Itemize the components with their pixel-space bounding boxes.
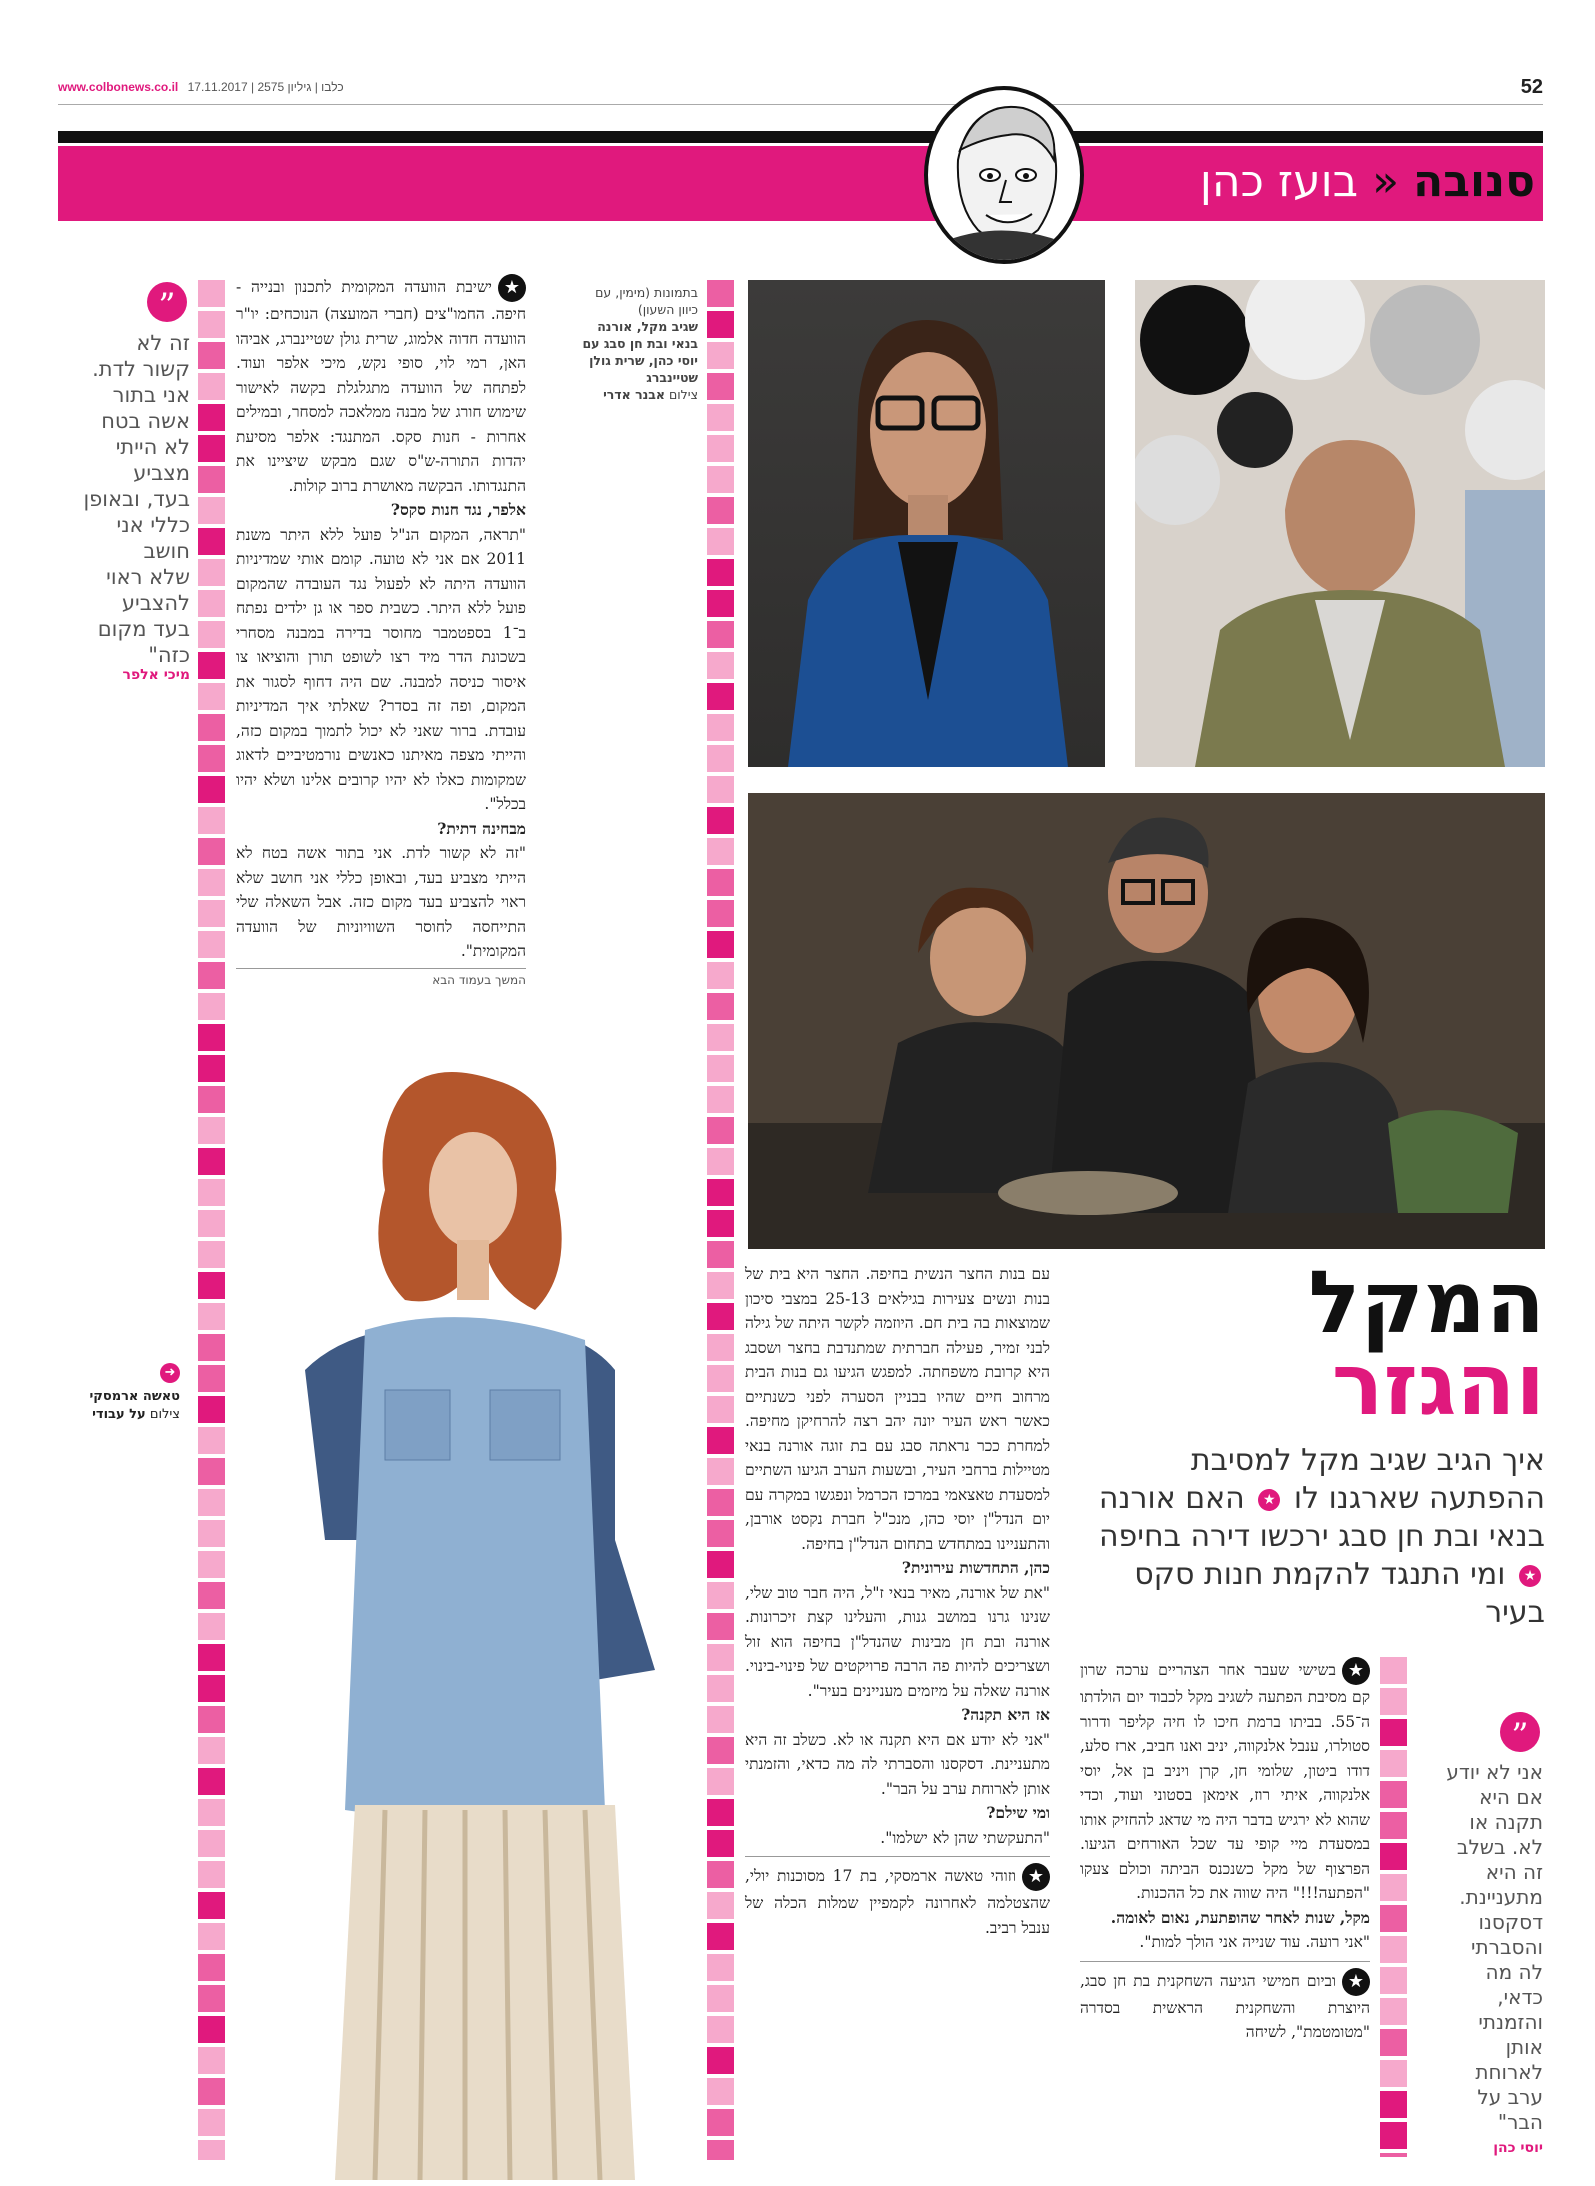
pink-block (707, 1334, 734, 1361)
pink-block (1380, 1781, 1407, 1808)
pink-block (198, 1892, 225, 1919)
pink-block (198, 559, 225, 586)
pink-block (198, 869, 225, 896)
pink-block (198, 962, 225, 989)
model-caption (40, 1388, 180, 1424)
pink-block (707, 1551, 734, 1578)
continued-note: המשך בעמוד הבא (432, 972, 526, 987)
article-middle-q2: אז היא תקנה? (961, 1705, 1050, 1724)
pink-strip-middle (707, 280, 734, 2160)
pink-block (198, 1985, 225, 2012)
top-rule (58, 104, 1543, 105)
pink-block (707, 466, 734, 493)
star-separator-icon: ★ (1258, 1489, 1280, 1511)
pink-block (198, 1520, 225, 1547)
model-credit-label: צילום (149, 1407, 180, 1422)
pink-block (198, 466, 225, 493)
pink-block (707, 1427, 734, 1454)
pink-block (707, 1737, 734, 1764)
pink-block (198, 776, 225, 803)
pink-block (707, 1458, 734, 1485)
article-right-column (1080, 1657, 1370, 2045)
pink-block (707, 931, 734, 958)
photo-orna-banai (748, 280, 1105, 767)
pink-block (707, 1489, 734, 1516)
pink-block (707, 2047, 734, 2074)
pink-block (707, 2016, 734, 2043)
model-name: טאשה ארמסקי (89, 1389, 180, 1404)
column-title (1200, 152, 1535, 212)
article-right-q1: מקל, שנות לאחר שהופתעת, נאום לאומה. (1110, 1907, 1370, 1927)
pink-block (198, 1613, 225, 1640)
pink-block (198, 683, 225, 710)
site-url[interactable]: www.colbonews.co.il (58, 80, 179, 94)
photo-dinner-group (748, 793, 1545, 1249)
pink-block (707, 2140, 734, 2160)
pink-block (707, 1055, 734, 1082)
pink-block (707, 776, 734, 803)
pink-block (198, 1179, 225, 1206)
pink-block (198, 1830, 225, 1857)
pink-block (198, 1489, 225, 1516)
pink-block (707, 1303, 734, 1330)
article-left-q1: אלפר, נגד חנות סקס? (390, 500, 526, 519)
pink-block (707, 373, 734, 400)
pink-block (707, 1024, 734, 1051)
divider (745, 1856, 1050, 1857)
pink-block (707, 342, 734, 369)
quote-mark-icon: ” (1500, 1712, 1540, 1752)
pink-block (1380, 1874, 1407, 1901)
pink-block (1380, 2153, 1407, 2157)
pink-block (1380, 2060, 1407, 2087)
pink-block (707, 962, 734, 989)
photo-tasha-armsky (235, 1070, 713, 2180)
pink-block (707, 1768, 734, 1795)
caricature-drawing (928, 90, 1080, 260)
pink-block (707, 1582, 734, 1609)
pink-block (198, 1272, 225, 1299)
pink-block (198, 1954, 225, 1981)
pink-block (198, 373, 225, 400)
pink-block (198, 1055, 225, 1082)
article-left-q2: מבחינה דתית? (437, 818, 526, 838)
pink-block (198, 1086, 225, 1113)
pink-block (198, 2109, 225, 2136)
pink-block (707, 1613, 734, 1640)
pink-block (198, 1644, 225, 1671)
caption-credit-name: אבנר אדרי (603, 387, 665, 402)
pink-block (198, 1365, 225, 1392)
pink-block (707, 745, 734, 772)
pink-block (198, 1551, 225, 1578)
column-name: סנובה (1412, 156, 1535, 207)
article-middle-q1: כהן, התחדשות עירונית? (901, 1558, 1050, 1577)
pink-block (198, 342, 225, 369)
divider (1080, 1961, 1370, 1962)
star-bullet-icon: ★ (498, 274, 526, 302)
pink-block (1380, 1812, 1407, 1839)
pink-block (1380, 2091, 1407, 2118)
pink-block (707, 900, 734, 927)
pink-block (707, 590, 734, 617)
pink-block (707, 1923, 734, 1950)
pull-quote-1: זה לא קשור לדת. אני בתור אשה בטח לא הייתי מצביע בעד, ובאופן כללי אני חושב שלא ראוי להצביע בעד מקום כזה" (83, 331, 190, 667)
caption-names: שגיב מקל, אורנה בנאי ובת חן סבג עם יוסי כהן, שרית גולן שטיינברג (582, 319, 698, 385)
article-left-intro: ישיבת הוועדה המקומית לתכנון ובנייה - חיפה. החמו"צים (חברי המועצה) הנוכחים: יו"ר הוועדה חדוה אלמוג, שרית גולן שטיינברג, אביהו האן, רמי לוי, סופי נקש, מיכי אלפר ועוד. לפתחה של הוועדה מתגלגלת בקשה לאישור שימוש חורג של מבנה ממלאכה למסחר, ובמילים אחרות - חנות סקס. המתנגד: אלפר מסיעת יהדות התורה-ש"ס שגם מבקש שיציינו את התנגדותו. הבקשה מאושרת ברוב קולות. (236, 278, 526, 495)
pink-block (198, 1024, 225, 1051)
pink-block (198, 1458, 225, 1485)
pink-block (198, 993, 225, 1020)
pink-block (198, 435, 225, 462)
pink-block (198, 1706, 225, 1733)
pink-block (707, 683, 734, 710)
pink-block (1380, 1905, 1407, 1932)
pink-block (707, 1520, 734, 1547)
pink-block (1380, 1998, 1407, 2025)
pink-block (198, 1923, 225, 1950)
pink-block (198, 1861, 225, 1888)
pink-block (707, 1117, 734, 1144)
pink-block (707, 1396, 734, 1423)
pink-block (198, 1334, 225, 1361)
pink-block (707, 1830, 734, 1857)
pink-block (707, 1892, 734, 1919)
pink-block (707, 1210, 734, 1237)
pink-block (198, 1148, 225, 1175)
pink-block (707, 1179, 734, 1206)
pink-block (1380, 2122, 1407, 2149)
pink-strip-left (198, 280, 225, 2160)
top-meta (58, 80, 344, 94)
pink-block (198, 528, 225, 555)
pink-block (707, 2109, 734, 2136)
pink-block (707, 280, 734, 307)
article-right-p1: בשישי שעבר אחר הצהריים ערכה שרון קם מסיבת הפתעה לשגיב מקל לכבוד יום הולדתו ה־55. בביתו ברמת חיכו לו חיה קליפר ודרור סטולרו, ענבל אלנקווה, יניב ואנו חביב, ארז סלע, דודו ביטון, שלומי חן, קרן ויניב בן אל, יוסי אלנקווה, איתי רוז, אימאן בסטוני ועוד, וכדי שהוא לא ירגיש בדבר היה מי שדאג להחזיק אותו במסעדת מיי קופי עד שכל האורחים הגיעו. הפרצוף של מקל כשנכנס הביתה וכולם צעקו "הפתעה!!!" היה שווה את כל ההכנות. (1080, 1661, 1370, 1902)
article-middle-q3: ומי שילם? (986, 1803, 1050, 1822)
article-middle-p2: וזוהי טאשה ארמסקי, בת 17 מסוכנות יולי, שהצטלמה לאחרונה לקמפיין שמלות הכלה של ענבל רביב. (745, 1867, 1050, 1937)
pink-block (198, 1303, 225, 1330)
pink-block (707, 652, 734, 679)
pink-block (198, 2140, 225, 2160)
article-left-a2: "זה לא קשור לדת. אני בתור אשה בטח לא הייתי מצביע בעד, ובאופן כללי אני חושב שלא ראוי להצביע בעד מקום כזה. אבל השאלה שלי התייחסה לחוסר השוויוניות של הוועדה המקומית". (236, 844, 526, 960)
article-right-a1: "אני רועה. עוד שנייה אני הולך למות". (1139, 1933, 1370, 1951)
article-left-column (236, 274, 526, 987)
pink-block (198, 2078, 225, 2105)
pink-block (198, 590, 225, 617)
star-separator-icon: ★ (1519, 1565, 1541, 1587)
pull-quote-1-author: מיכי אלפר (122, 667, 190, 683)
headline-line-2: והגזר (1331, 1335, 1545, 1435)
pink-block (198, 1241, 225, 1268)
pink-block (707, 621, 734, 648)
pink-block (707, 1954, 734, 1981)
pink-block (707, 1985, 734, 2012)
pink-strip-right (1380, 1657, 1407, 2157)
pink-block (1380, 1750, 1407, 1777)
pink-block (198, 280, 225, 307)
photo-sagiv-mekel (1135, 280, 1545, 767)
pink-block (707, 807, 734, 834)
pink-block (198, 1768, 225, 1795)
header-black-band (58, 131, 1543, 143)
subhead (1075, 1442, 1545, 1632)
pink-block (707, 1706, 734, 1733)
pink-block (1380, 1936, 1407, 1963)
divider (236, 968, 526, 969)
photo-caption (578, 284, 698, 403)
pink-block (707, 435, 734, 462)
pink-block (198, 931, 225, 958)
pink-block (1380, 1657, 1407, 1684)
pink-block (707, 1241, 734, 1268)
article-middle-column (745, 1262, 1050, 1940)
pink-block (707, 1644, 734, 1671)
pink-block (198, 497, 225, 524)
pink-block (707, 1861, 734, 1888)
article-middle-a2: "אני לא יודע אם היא תקנה או לא. כשלב זה היא מתעניינת. דסקסנו והסברתי לה מה כדאי, והזמנתי אותן לארוחת ערב על הבר". (745, 1730, 1050, 1798)
pink-block (707, 497, 734, 524)
pink-block (707, 1799, 734, 1826)
pink-block (198, 1427, 225, 1454)
subhead-part-2: האם אורנה בנאי ובת חן סבג ירכשו דירה בחיפה (1098, 1481, 1545, 1554)
pink-block (198, 1737, 225, 1764)
pink-block (707, 311, 734, 338)
pink-block (198, 404, 225, 431)
pink-block (198, 1582, 225, 1609)
pink-block (1380, 1688, 1407, 1715)
arrow-icon: ➜ (160, 1363, 180, 1383)
pink-block (198, 1210, 225, 1237)
caption-label: בתמונות (מימין, עם כיוון השעון) (595, 285, 698, 317)
pink-block (707, 838, 734, 865)
pink-block (707, 1272, 734, 1299)
pink-block (198, 838, 225, 865)
pull-quote-2-author: יוסי כהן (1493, 2140, 1543, 2156)
headline (1080, 1253, 1545, 1435)
page-number: 52 (1520, 76, 1543, 98)
pink-block (198, 2047, 225, 2074)
pink-block (198, 1799, 225, 1826)
quote-mark-icon: ” (147, 282, 187, 322)
pink-block (198, 1117, 225, 1144)
caption-credit-label: צילום (668, 387, 698, 402)
issue-info: כלבו | גיליון 2575 | 17.11.2017 (187, 80, 344, 94)
pink-block (198, 745, 225, 772)
pink-block (707, 1675, 734, 1702)
pink-block (198, 621, 225, 648)
pink-block (707, 1365, 734, 1392)
author-caricature (924, 86, 1084, 264)
star-bullet-icon: ★ (1342, 1968, 1370, 1996)
star-bullet-icon: ★ (1022, 1863, 1050, 1891)
pink-block (707, 528, 734, 555)
model-credit-name: על עבודי (92, 1407, 146, 1422)
pink-block (1380, 1967, 1407, 1994)
pink-block (198, 2016, 225, 2043)
pink-block (198, 1675, 225, 1702)
pink-block (707, 404, 734, 431)
pink-block (198, 311, 225, 338)
pink-block (198, 1396, 225, 1423)
pink-block (707, 1148, 734, 1175)
pink-block (707, 559, 734, 586)
pink-block (198, 807, 225, 834)
star-bullet-icon: ★ (1342, 1657, 1370, 1685)
author-name: בועז כהן (1199, 156, 1359, 207)
pink-block (198, 652, 225, 679)
pink-block (707, 869, 734, 896)
pink-block (1380, 2029, 1407, 2056)
pink-block (198, 900, 225, 927)
article-right-p2: וביום חמישי הגיעה השחקנית בת חן סבג, היוצרת והשחקנית הראשית בסדרה "מטומטמת", לשיחה (1080, 1971, 1370, 2041)
article-middle-a1: "את של אורנה, מאיר בנאי ז"ל, היה חבר טוב שלי, שנינו גרנו במושב גנות, והעלינו קצת זיכרונות. אורנה ובת חן מבינות שהנדל"ן בחיפה הוא זול ושצריכים להיות פה הרבה פרויקטים של פינוי-בינוי. אורנה שאלה על מיזמים מעניינים בעיר". (745, 1583, 1050, 1700)
article-middle-p1: עם בנות החצר הנשית בחיפה. החצר היא בית של בנות ונשים צעירות בגילאים 25-13 במצבי סיכון שמוצאות בה בית חם. היוזמה לקשר היתה של גילה לבני זמיר, פעילה חברתית שמתנדבת בחצר ושסבג היא קרובת משפחתה. למפגש הגיעו גם בנות הבית מרחוב חיים שהיו בבניין הסערה לפני כשנתיים כאשר ראש העיר יונה יהב רצה להרחיקן מחיפה. למחרת ככר נראתה סבג עם בת זוגה אורנה בנאי מטיילות ברחבי העיר, ובשעות הערב הגיעו השתיים למסעדת טאצאמי במרכז הכרמל ונפגשו במקרה עם יום הנדל"ן יוסי כהן, מנכ"ל חברת נקסט אורבן, והתעניינו במתחדש בתחום הנדל"ן בחיפה. (745, 1265, 1050, 1553)
headline-line-1: המקל (1308, 1253, 1545, 1353)
article-middle-a3: "התעקשתי שהן לא ישלמו". (880, 1828, 1050, 1847)
subhead-part-3: ומי התנגד להקמת חנות סקס בעיר (1134, 1557, 1545, 1630)
pink-block (707, 714, 734, 741)
article-left-a1: "תראה, המקום הנ"ל פועל ללא היתר משנת 2011 אם אני לא טועה. קומם אותי שמדיניות הוועדה היתה לא לפעול נגד העובדה שהמקום פועל ללא היתר. כשבית ספר או גן ילדים נפתח ב־1 בספטמבר מחוסר בדירה במבנה מסחרי בשכונת הדר מיד רצו לשופט תורן והוציאו צו איסור כניסה למבנה. שם היה דחוף לסגור את המקום, ופה זה בסדר? שאלתי איך המדיניות עובדת. ברור שאני לא יכול לתמוך במקום כזה, והייתי מצפה מאיתנו כאנשים נורמטיביים לדאוג שמקומות כאלו לא יהיו קרובים אלינו ושלא יהיו בכלל". (236, 525, 526, 813)
subhead-part-1: איך הגיב שגיב מקל למסיבת ההפתעה שארגנו לו (1190, 1443, 1545, 1516)
pink-block (707, 1086, 734, 1113)
pink-block (707, 993, 734, 1020)
pink-block (198, 714, 225, 741)
separator-icon: « (1372, 156, 1399, 207)
pink-block (707, 2078, 734, 2105)
pull-quote-2: אני לא יודע אם היא תקנה או לא. בשלב זה היא מתעניינת. דסקסנו והסברתי לה מה כדאי, והזמנתי אותן לארוחת ערב על הבר" (1446, 1760, 1543, 2134)
pink-block (1380, 1719, 1407, 1746)
pink-block (1380, 1843, 1407, 1870)
